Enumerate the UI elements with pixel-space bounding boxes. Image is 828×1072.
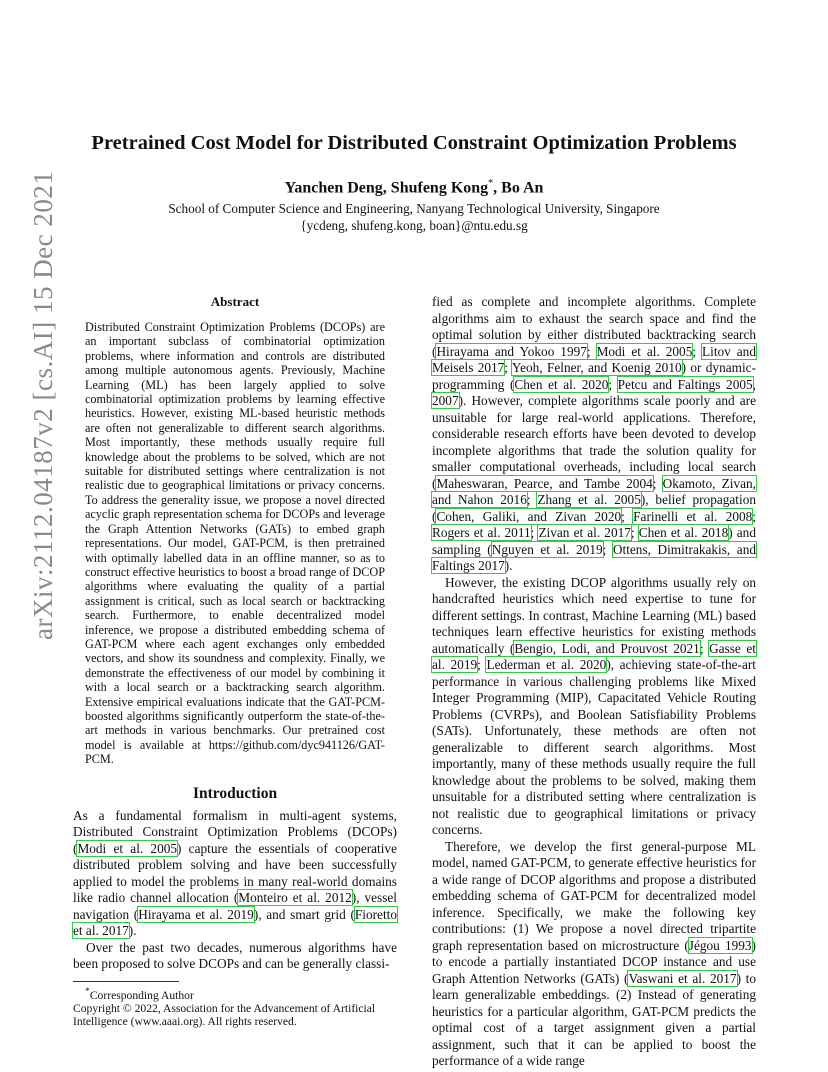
text: ), belief propagation (	[432, 492, 756, 524]
intro-paragraph-1	[73, 808, 397, 940]
citation-link[interactable]: Hirayama and Yokoo 1997	[436, 343, 587, 359]
text: ;	[477, 657, 487, 672]
paper-title: Pretrained Cost Model for Distributed Constraint Optimization Problems	[91, 132, 737, 154]
right-paragraph-2	[432, 575, 756, 839]
text: ) to encode a partially instantiated DCOP instance and use Graph Attention Networks (GATs) (	[432, 937, 756, 986]
citation-link[interactable]: Modi et al. 2005	[596, 343, 693, 359]
corresponding-author-note	[73, 985, 397, 1002]
text: ;	[602, 541, 613, 557]
text: ;	[504, 360, 512, 375]
authors-last: , Bo An	[493, 179, 544, 197]
citation-link[interactable]: Yeoh, Felner, and Koenig 2010	[511, 360, 682, 375]
text: ). However, complete algorithms scale poorly and are unsuitable for large real-world applications. Therefore, considerable research efforts have been devoted to develop incomplete algorithms that trade the solution quality for smaller computational overheads, including local search (	[432, 393, 756, 491]
text: ;	[752, 508, 756, 524]
citation-link[interactable]: Farinelli et al. 2008	[633, 508, 753, 524]
citation-link[interactable]: 2007	[432, 393, 459, 408]
citation-link[interactable]: Ottens, Dimitrakakis, and Faltings 2017	[432, 541, 757, 573]
citation-link[interactable]: Monteiro et al. 2012	[238, 890, 352, 906]
citation-link[interactable]: Chen et al. 2018	[638, 525, 729, 540]
text: ;	[526, 492, 538, 507]
text: fied as complete and incomplete algorithms. Complete algorithms aim to exhaust the search space and find the optimal solution by either distributed backtracking search (	[432, 294, 756, 359]
text: ,	[752, 376, 756, 392]
footnote-divider	[73, 981, 179, 982]
citation-link[interactable]: Okamoto, Zivan, and Nahon 2016	[432, 475, 756, 507]
affiliation: School of Computer Science and Engineering, Nanyang Technological University, Singapore	[168, 201, 660, 216]
text: ) to learn generalizable embeddings. (2) Instead of generating heuristics for a particular algorithm, GAT-PCM predicts the optimal cost of a target assignment given a partial assignment, such that it can be applied to boost the performance of a wide range	[432, 970, 757, 1068]
text: ), vessel navigation (	[73, 890, 397, 922]
citation-link[interactable]: Gasse et al. 2019	[432, 640, 756, 672]
text: Over the past two decades, numerous algorithms have been proposed to solve DCOPs and can be generally classi-	[73, 939, 397, 972]
text: ;	[530, 525, 539, 540]
intro-paragraph-2	[73, 940, 397, 973]
left-column	[73, 294, 397, 1029]
footnote-mark: *	[85, 985, 90, 997]
abstract-heading: Abstract	[210, 294, 260, 309]
text: Corresponding Author	[89, 988, 194, 1002]
right-paragraph-3	[432, 839, 756, 1070]
introduction-heading: Introduction	[192, 784, 278, 802]
text: ), and smart grid (	[253, 906, 355, 922]
text: ;	[630, 525, 639, 540]
text: ).	[128, 923, 137, 939]
text: ;	[608, 376, 618, 392]
citation-link[interactable]: Vaswani et al. 2017	[628, 970, 737, 986]
citation-link[interactable]: Zhang et al. 2005	[537, 492, 641, 507]
author-list	[60, 174, 768, 198]
affiliation-block	[60, 201, 768, 234]
citation-link[interactable]: Nguyen et al. 2019	[491, 541, 603, 557]
copyright-line-1: Copyright © 2022, Association for the Advancement of Artificial	[73, 1001, 376, 1015]
text: ).	[504, 558, 513, 573]
authors-first: Yanchen Deng, Shufeng Kong	[284, 179, 489, 197]
corresponding-mark: *	[488, 178, 494, 189]
text: ;	[699, 640, 710, 656]
text: However, the existing DCOP algorithms usually rely on handcrafted heuristics which need expertise to tune for different settings. In contrast, Machine Learning (ML) based techniques learn effective heuristics for existing methods automatically (	[432, 574, 756, 656]
text: ;	[652, 475, 663, 491]
citation-link[interactable]: Hirayama et al. 2019	[138, 906, 254, 922]
citation-link[interactable]: Bengio, Lodi, and Prouvost 2021	[514, 640, 700, 656]
citation-link[interactable]: Lederman et al. 2020	[486, 657, 607, 672]
text: Therefore, we develop the first general-purpose ML model, named GAT-PCM, to generate effective heuristics for a wide range of DCOP algorithms and propose a distributed embedding schema of GAT-PCM for decentralized model inference. Specifically, we make the following key contributions: (1) We propose a novel directed tripartite graph representation based on microstructure (	[432, 838, 756, 953]
citation-link[interactable]: Petcu and Faltings 2005	[617, 376, 753, 392]
arxiv-identifier-text: arXiv:2112.04187v2 [cs.AI] 15 Dec 2021	[28, 170, 58, 640]
citation-link[interactable]: Rogers et al. 2011	[432, 525, 531, 540]
emails: {ycdeng, shufeng.kong, boan}@ntu.edu.sg	[300, 217, 528, 233]
citation-link[interactable]: Maheswaran, Pearce, and Tambe 2004	[436, 475, 653, 491]
abstract-text: Distributed Constraint Optimization Problems (DCOPs) are an important subclass of combinatorial optimization problems, where information and controls are distributed among multiple autonomous agents. Previously, Machine Learning (ML) has been largely applied to solve combinatorial optimization problems by learning effective heuristics. However, existing ML-based heuristic methods are often not generalizable to different search algorithms. Most importantly, these methods usually require full knowledge about the problems to be solved, which are not suitable for distributed settings where centralization is not realistic due to geographical limitations or privacy concerns. To address the generality issue, we propose a novel directed acyclic graph representation schema for DCOPs and leverage the Graph Attention Networks (GATs) to embed graph representations. Our model, GAT-PCM, is then pretrained with optimally labelled data in an offline manner, so as to construct effective heuristics to boost a broad range of DCOP algorithms where evaluating the quality of a partial assignment is critical, such as local search or backtracking search. Furthermore, to enable decentralized model inference, we propose a distributed embedding schema of GAT-PCM where each agent exchanges only embedded vectors, and show its soundness and complexity. Finally, we demonstrate the effectiveness of our model by combining it with a local search or a backtracking search algorithm. Extensive empirical evaluations indicate that the GAT-PCM-boosted algorithms significantly outperform the state-of-the-art methods in various benchmarks. Our pretrained cost model is available at https://github.com/dyc941126/GAT-PCM.	[85, 320, 385, 767]
citation-link[interactable]: Fioretto et al. 2017	[73, 906, 397, 939]
footnotes	[73, 985, 397, 1029]
citation-link[interactable]: Litov and Meisels 2017	[432, 343, 756, 375]
text: ;	[586, 343, 597, 359]
text: ) and sampling (	[432, 525, 756, 557]
citation-link[interactable]: Cohen, Galiki, and Zivan 2020	[436, 508, 622, 524]
right-column	[432, 294, 756, 1070]
citation-link[interactable]: Chen et al. 2020	[514, 376, 609, 392]
citation-link[interactable]: Modi et al. 2005	[77, 840, 178, 856]
text: ) capture the essentials of cooperative distributed problem solving and have been successfully applied to model the problems in many real-world domains like radio channel allocation (	[73, 840, 397, 906]
citation-link[interactable]: Zivan et al. 2017	[538, 525, 631, 540]
text: ) or dynamic-programming (	[432, 360, 756, 392]
citation-link[interactable]: Jégou 1993	[688, 937, 752, 953]
right-paragraph-1	[432, 294, 756, 575]
copyright-line-2: Intelligence (www.aaai.org). All rights reserved.	[73, 1015, 297, 1029]
text: ;	[621, 508, 634, 524]
text: ), achieving state-of-the-art performance in various challenging problems like Mixed Integer Programming (MIP), Capacitated Vehicle Routing Problems (CVRPs), and Boolean Satisfiability Problems (SATs). Unfortunately, these methods are often not generalizable to different search algorithms. Most importantly, many of these methods usually require the full knowledge about the problems to be solved, making them unsuitable for a distributed setting where centralization is not realistic due to geographical limitations or privacy concerns.	[432, 657, 756, 837]
text: As a fundamental formalism in multi-agent systems, Distributed Constraint Optimization Problems (DCOPs) (	[73, 807, 397, 856]
text: ;	[692, 343, 703, 359]
